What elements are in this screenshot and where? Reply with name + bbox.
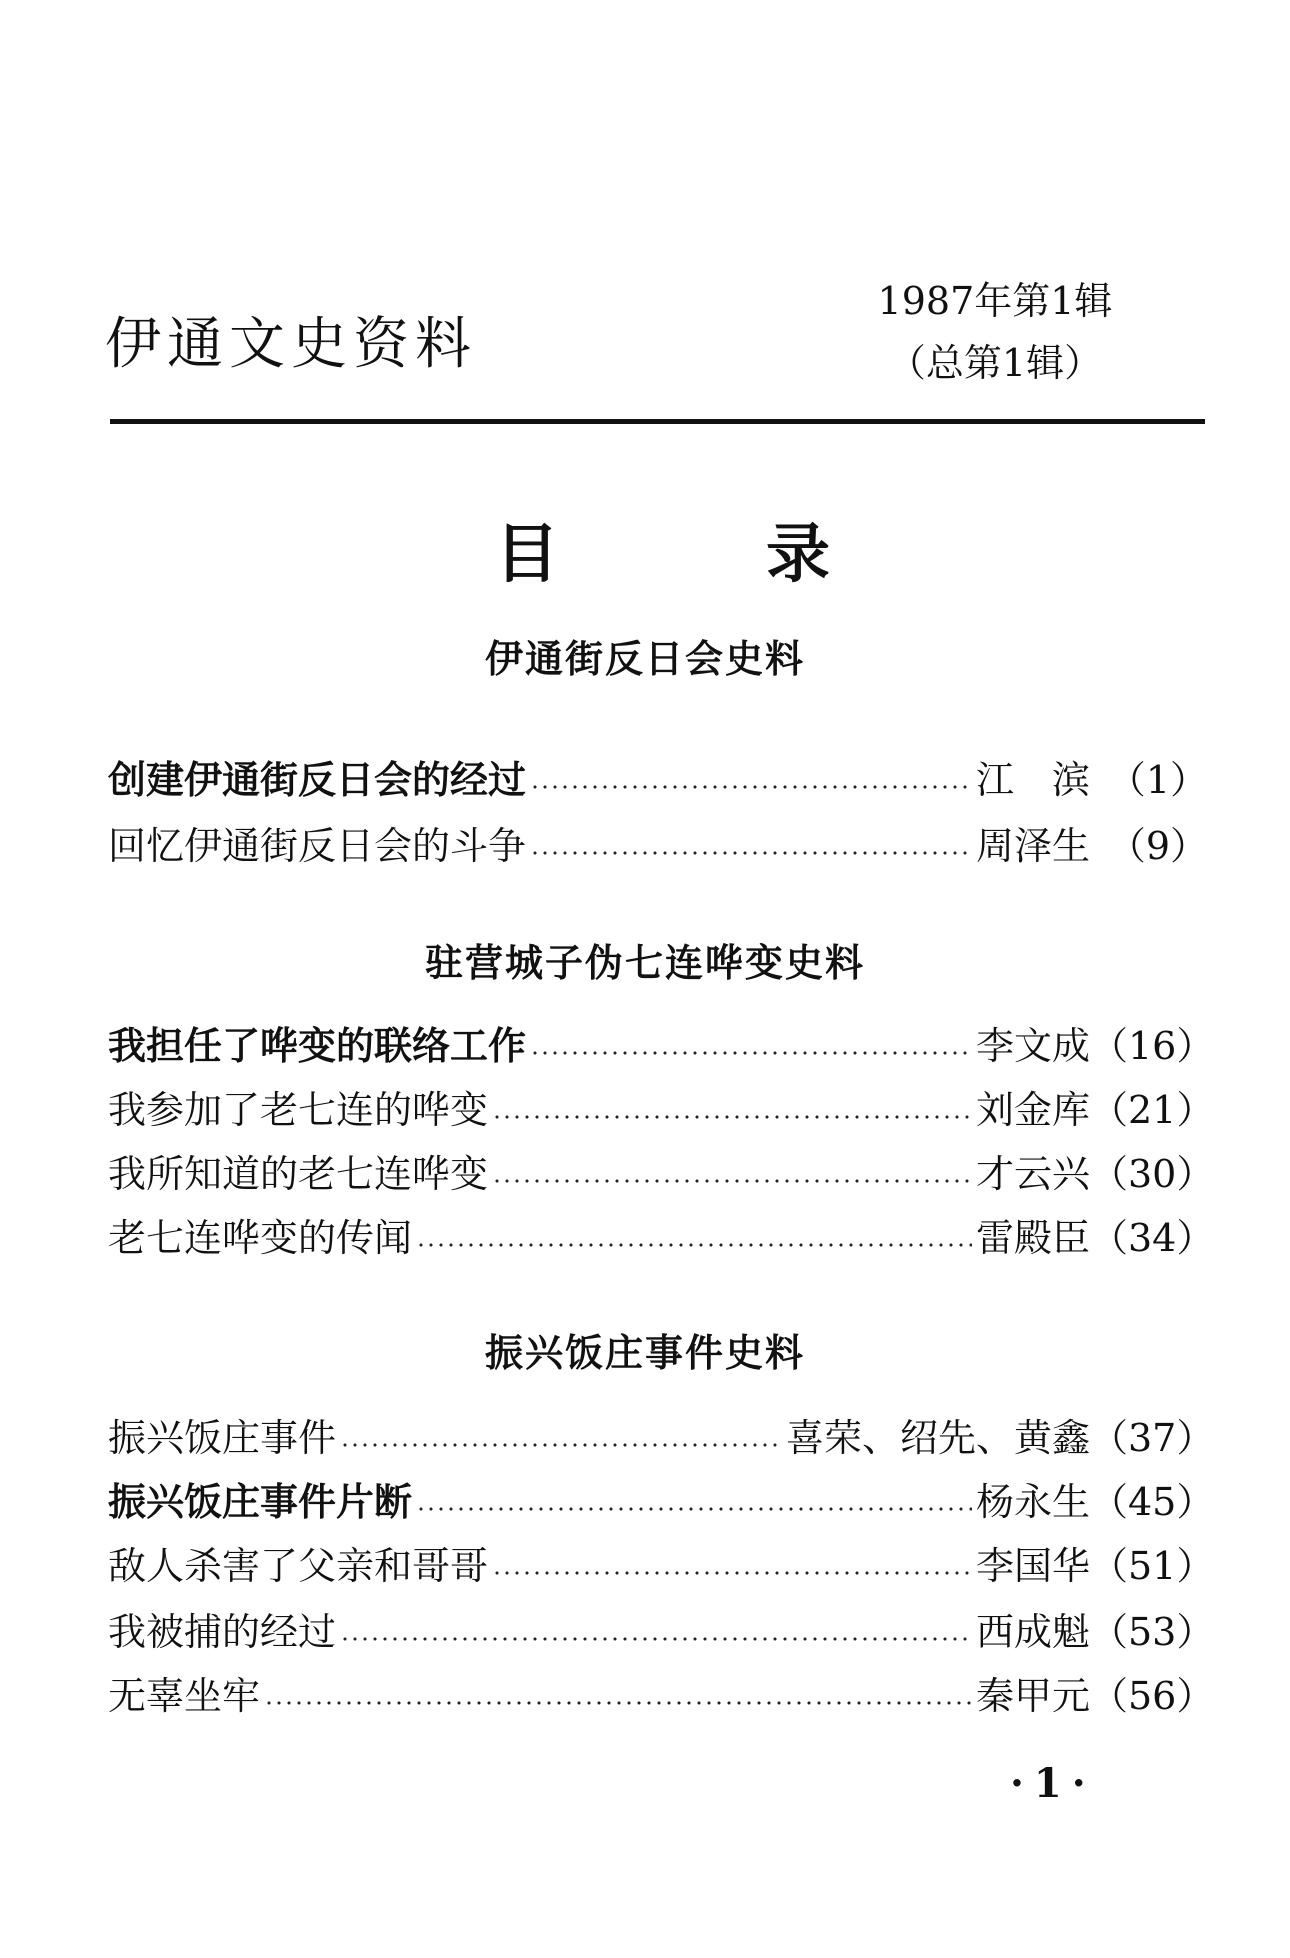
toc-entry[interactable] (108, 1604, 1215, 1660)
section-title: 驻营城子伪七连哗变史料 (424, 941, 865, 985)
entry-author: 李文成 (975, 1024, 1090, 1068)
section-title: 振兴饭庄事件史料 (484, 1331, 805, 1375)
issue-info (860, 270, 1130, 394)
entry-page: （21） (1090, 1088, 1215, 1132)
dot-leader (492, 1115, 972, 1119)
toc-entry[interactable] (108, 1668, 1215, 1724)
entry-page: （9） (1107, 824, 1208, 868)
toc-entry[interactable] (108, 1538, 1215, 1594)
entry-title: 振兴饭庄事件 (108, 1416, 337, 1460)
entry-author: 杨永生 (975, 1480, 1090, 1524)
entry-author: 秦甲元 (975, 1674, 1090, 1718)
entry-title: 创建伊通街反日会的经过 (108, 758, 527, 802)
dot-leader (530, 785, 972, 789)
entry-page: （1） (1107, 758, 1208, 802)
entry-author: 江 滨 (975, 758, 1090, 802)
toc-heading-char-1: 目 (495, 518, 559, 592)
section-title: 伊通街反日会史料 (484, 637, 805, 681)
entry-author: 雷殿臣 (975, 1216, 1090, 1260)
entry-author: 李国华 (975, 1544, 1090, 1588)
dot-leader (264, 1701, 972, 1705)
dot-leader (340, 1637, 972, 1641)
dot-leader (530, 1051, 972, 1055)
dot-leader (416, 1243, 972, 1247)
entry-author: 才云兴 (975, 1152, 1090, 1196)
entry-author: 喜荣、绍先、黄鑫 (785, 1416, 1090, 1460)
entry-title: 我担任了哗变的联络工作 (108, 1024, 527, 1068)
page-number: ·1· (1010, 1760, 1096, 1807)
entry-title: 我所知道的老七连哗变 (108, 1152, 489, 1196)
toc-heading (495, 503, 830, 595)
entry-page: （34） (1090, 1216, 1215, 1260)
entry-author: 刘金库 (975, 1088, 1090, 1132)
entry-page: （53） (1090, 1610, 1215, 1654)
entry-title: 回忆伊通街反日会的斗争 (108, 824, 527, 868)
entry-title: 老七连哗变的传闻 (108, 1216, 413, 1260)
cumulative-issue-number: （总第1辑） (887, 341, 1103, 385)
dot-leader (492, 1571, 972, 1575)
entry-author: 西成魁 (975, 1610, 1090, 1654)
entry-title: 我被捕的经过 (108, 1610, 337, 1654)
toc-entry[interactable] (108, 1082, 1215, 1138)
entry-page: （37） (1090, 1416, 1215, 1460)
entry-page: （30） (1090, 1152, 1215, 1196)
toc-entry[interactable] (108, 752, 1208, 808)
publication-title: 伊通文史资料 (105, 312, 477, 377)
entry-title: 敌人杀害了父亲和哥哥 (108, 1544, 489, 1588)
header-divider (110, 419, 1205, 424)
entry-title: 我参加了老七连的哗变 (108, 1088, 489, 1132)
entry-author: 周泽生 (975, 824, 1090, 868)
entry-page: （45） (1090, 1480, 1215, 1524)
entry-page: （56） (1090, 1674, 1215, 1718)
toc-entry[interactable] (108, 1146, 1215, 1202)
entry-page: （16） (1090, 1024, 1215, 1068)
dot-leader (416, 1507, 972, 1511)
toc-entry[interactable] (108, 1210, 1215, 1266)
toc-entry[interactable] (108, 1474, 1215, 1530)
entry-title: 无辜坐牢 (108, 1674, 261, 1718)
toc-entry[interactable] (108, 818, 1208, 874)
toc-entry[interactable] (108, 1018, 1215, 1074)
toc-entry[interactable] (108, 1410, 1215, 1466)
toc-heading-char-2: 录 (766, 518, 830, 592)
entry-page: （51） (1090, 1544, 1215, 1588)
dot-leader (530, 851, 972, 855)
dot-leader (340, 1443, 782, 1447)
issue-number: 1987年第1辑 (877, 279, 1113, 323)
entry-title: 振兴饭庄事件片断 (108, 1480, 413, 1524)
dot-leader (492, 1179, 972, 1183)
